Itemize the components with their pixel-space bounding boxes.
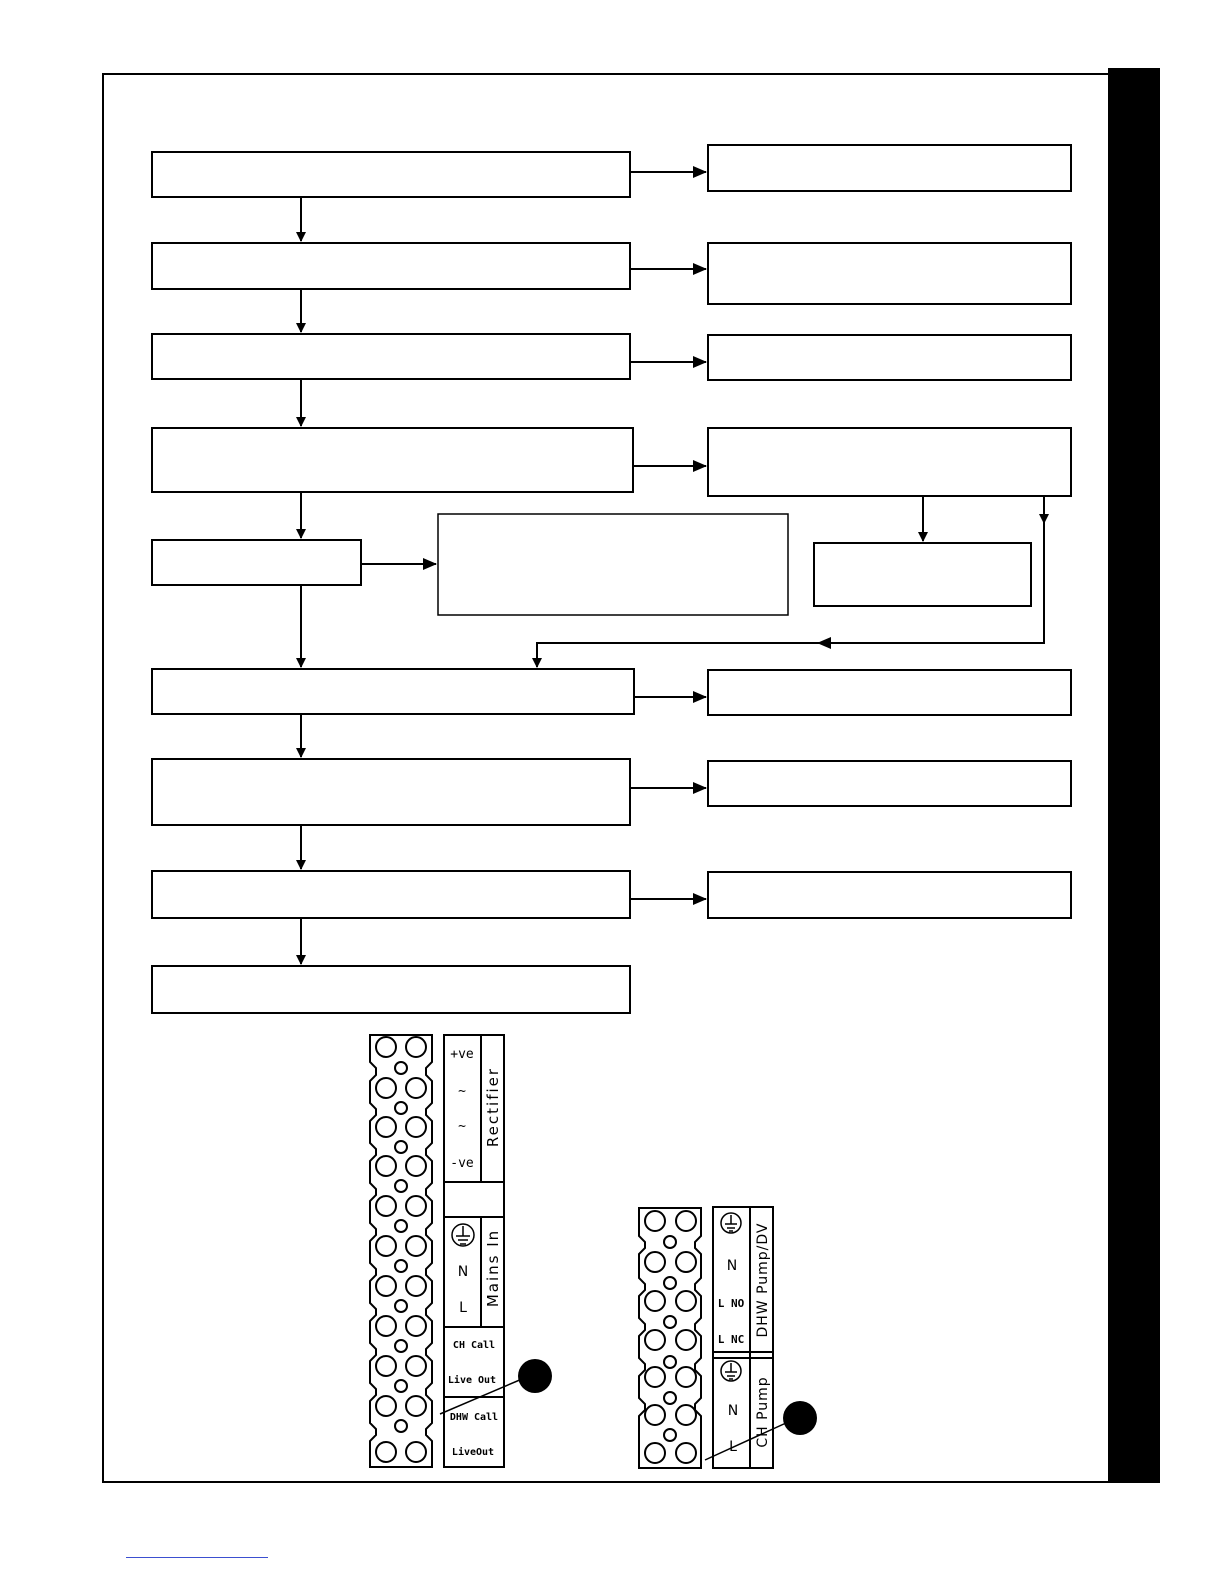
callout-dot-1 bbox=[518, 1359, 552, 1393]
pin-live-out: Live Out bbox=[447, 1375, 497, 1386]
label-rectifier: Rectifier bbox=[484, 1066, 502, 1148]
pin-l-no: L NO bbox=[717, 1297, 745, 1310]
flow-box-8 bbox=[152, 871, 630, 918]
middle-box bbox=[438, 514, 788, 615]
pin-liveout: LiveOut bbox=[451, 1447, 495, 1458]
pin-l-nc: L NC bbox=[717, 1333, 745, 1346]
earth-icon bbox=[452, 1224, 474, 1246]
result-box-4 bbox=[708, 428, 1071, 496]
pin-pve: +ve bbox=[450, 1047, 474, 1062]
flow-box-4 bbox=[152, 428, 633, 492]
terminal-strip-1 bbox=[370, 1035, 432, 1467]
result-box-2 bbox=[708, 243, 1071, 304]
pin-ch-call: CH Call bbox=[452, 1340, 496, 1351]
result-box-7 bbox=[708, 761, 1071, 806]
result-box-6 bbox=[708, 670, 1071, 715]
label-mains-in: Mains In bbox=[484, 1228, 502, 1308]
pin-tilde-1: ~ bbox=[458, 1084, 466, 1099]
label-ch-pump: CH Pump bbox=[755, 1376, 771, 1448]
pin-n: N bbox=[457, 1264, 469, 1280]
terminal-block-2-labels bbox=[718, 1222, 771, 1455]
pin-l-2: L bbox=[729, 1439, 737, 1455]
pin-tilde-2: ~ bbox=[458, 1119, 466, 1134]
flow-box-1 bbox=[152, 152, 630, 197]
result-box-1 bbox=[708, 145, 1071, 191]
label-dhw-pump: DHW Pump/DV bbox=[755, 1222, 771, 1338]
pin-l: L bbox=[459, 1300, 467, 1316]
pin-n-2: N bbox=[727, 1403, 739, 1419]
flow-box-3 bbox=[152, 334, 630, 379]
terminal-holes-2 bbox=[645, 1211, 696, 1463]
sub-result-box bbox=[814, 543, 1031, 606]
pin-n-1: N bbox=[726, 1258, 738, 1274]
flow-box-9 bbox=[152, 966, 630, 1013]
result-box-8 bbox=[708, 872, 1071, 918]
terminal-holes-1 bbox=[376, 1037, 426, 1462]
loop-path bbox=[537, 523, 1044, 667]
flow-box-7 bbox=[152, 759, 630, 825]
earth-icon-3 bbox=[721, 1361, 741, 1381]
flow-box-6 bbox=[152, 669, 634, 714]
pin-dhw-call: DHW Call bbox=[449, 1412, 499, 1423]
result-box-3 bbox=[708, 335, 1071, 380]
flow-box-5 bbox=[152, 540, 361, 585]
earth-icon-2 bbox=[721, 1213, 741, 1233]
flow-box-2 bbox=[152, 243, 630, 289]
pin-nve: -ve bbox=[450, 1156, 474, 1171]
callout-dot-2 bbox=[783, 1401, 817, 1435]
